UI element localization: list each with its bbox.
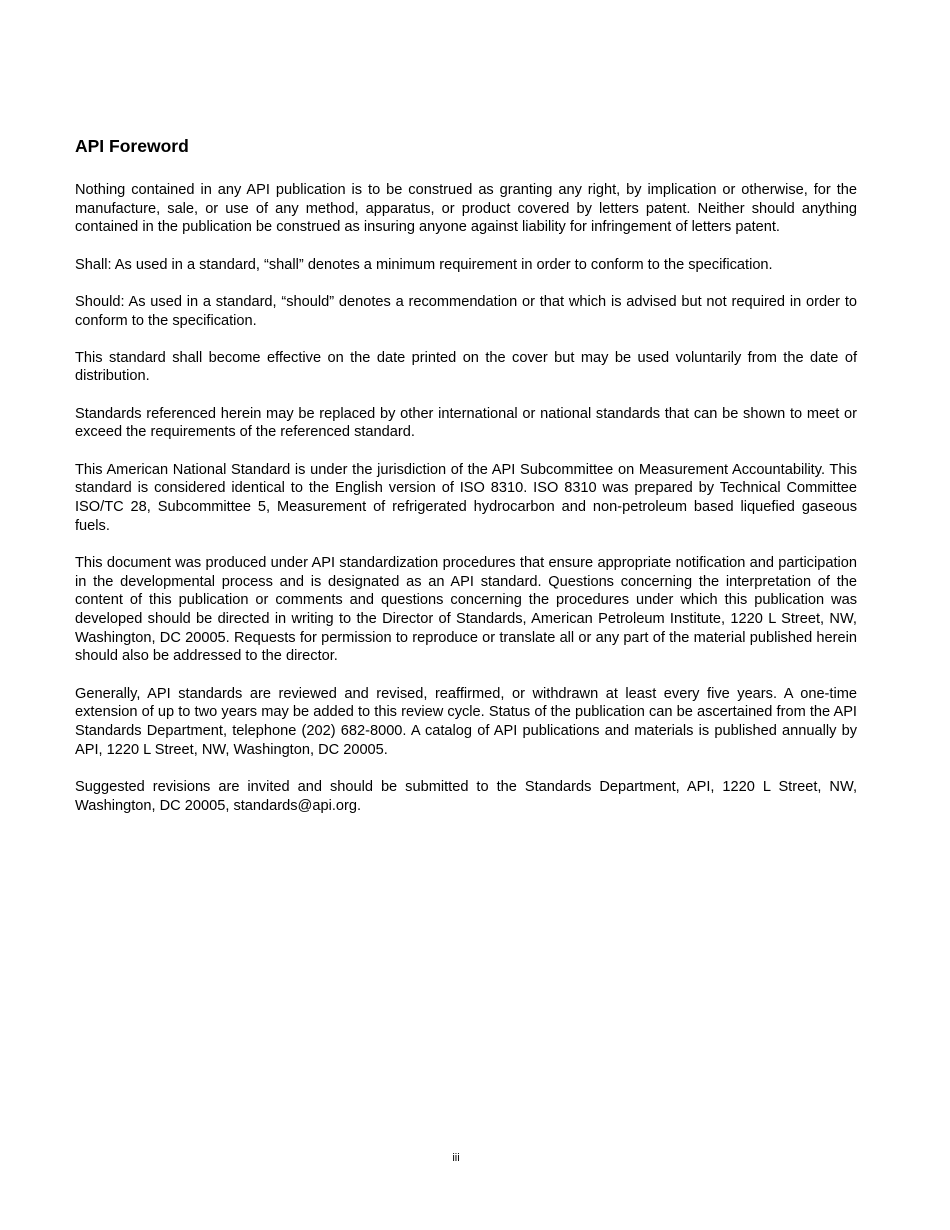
paragraph-shall-definition: Shall: As used in a standard, “shall” denotes a minimum requirement in order to conform to the specification. (75, 256, 773, 273)
foreword-body (75, 181, 857, 815)
paragraph-review-cycle: Generally, API standards are reviewed and revised, reaffirmed, or withdrawn at least every five years. A one-time extension of up to two years may be added to this review cycle. Status of the publication can be ascertained from the API Standards Department, telephone (202) 682-8000. A catalog of API publications and materials is published annually by API, 1220 L Street, NW, Washington, DC 20005. (75, 685, 857, 758)
paragraph-procedures: This document was produced under API standardization procedures that ensure appropriate notification and participation in the developmental process and is designated as an API standard. Questions concerning the interpretation of the content of this publication or comments and questions concerning the procedures under which this publication was developed should be directed in writing to the Director of Standards, American Petroleum Institute, 1220 L Street, NW, Washington, DC 20005. Requests for permission to reproduce or translate all or any part of the material published herein should also be addressed to the director. (75, 554, 857, 665)
page-number: iii (452, 1152, 460, 1164)
paragraph-patent-disclaimer: Nothing contained in any API publication is to be construed as granting any right, by implication or otherwise, for the manufacture, sale, or use of any method, apparatus, or product covered by letters patent. Neither should anything contained in the publication be construed as insuring anyone against liability for infringement of letters patent. (75, 182, 857, 236)
page-title: API Foreword (75, 136, 189, 156)
paragraph-should-definition: Should: As used in a standard, “should” denotes a recommendation or that which is advised but not required in order to conform to the specification. (75, 293, 857, 329)
paragraph-effective-date: This standard shall become effective on the date printed on the cover but may be used voluntarily from the date of distribution. (75, 349, 857, 385)
paragraph-suggested-revisions: Suggested revisions are invited and should be submitted to the Standards Department, API, 1220 L Street, NW, Washington, DC 20005, standards@api.org. (75, 778, 857, 814)
paragraph-referenced-standards: Standards referenced herein may be replaced by other international or national standards that can be shown to meet or exceed the requirements of the referenced standard. (75, 405, 857, 441)
document-page (75, 134, 857, 834)
paragraph-jurisdiction: This American National Standard is under the jurisdiction of the API Subcommittee on Measurement Accountability. This standard is considered identical to the English version of ISO 8310. ISO 8310 was prepared by Technical Committee ISO/TC 28, Subcommittee 5, Measurement of refrigerated hydrocarbon and non-petroleum based liquefied gaseous fuels. (75, 461, 857, 534)
